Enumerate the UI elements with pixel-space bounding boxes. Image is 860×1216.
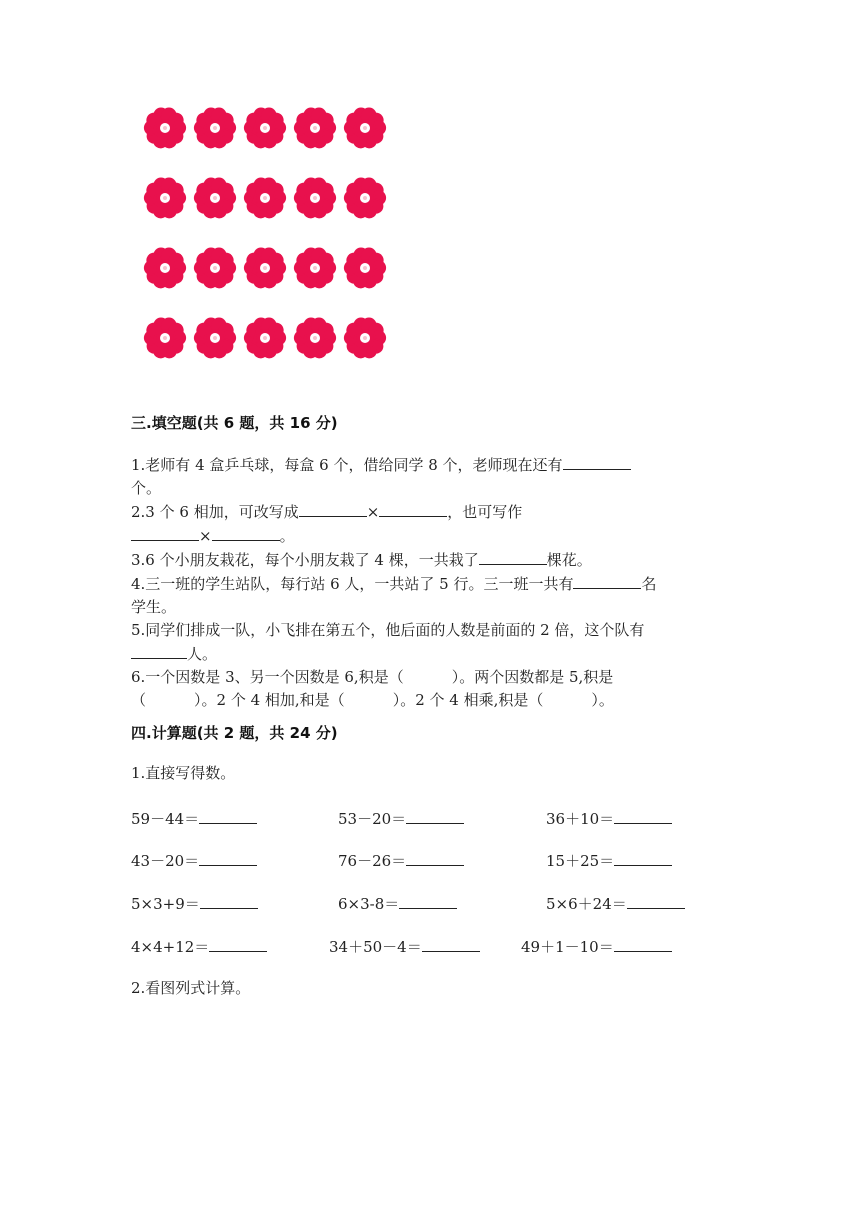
question-6-end: ）。 xyxy=(591,691,614,709)
flower-icon xyxy=(340,104,390,152)
answer-blank[interactable] xyxy=(212,524,280,541)
question-3 xyxy=(131,548,731,572)
calc-expression: 36＋10＝ xyxy=(546,810,615,828)
calc-expression: 76－26＝ xyxy=(338,852,407,870)
question-2-text-cont: ，也可写作 xyxy=(447,503,523,521)
question-4 xyxy=(131,572,731,596)
question-5-end: 人。 xyxy=(187,645,218,663)
answer-blank[interactable] xyxy=(614,935,672,952)
answer-blank[interactable] xyxy=(399,892,457,909)
flower-icon xyxy=(240,174,290,222)
answer-blank[interactable] xyxy=(422,935,480,952)
calc-item xyxy=(338,849,464,871)
calc-expression: 34＋50－4＝ xyxy=(329,938,422,956)
question-2-cont xyxy=(131,524,731,548)
question-2-end: 。 xyxy=(279,527,295,545)
question-1 xyxy=(131,453,731,477)
question-6-cont xyxy=(131,689,731,712)
calc-expression: 43－20＝ xyxy=(131,852,200,870)
question-4-cont xyxy=(131,596,731,619)
flower-icon xyxy=(140,174,190,222)
question-6-text-3: ）。2 个 4 相加,和是（ xyxy=(194,691,345,709)
question-4-end: 学生。 xyxy=(131,598,177,616)
flower-icon xyxy=(190,244,240,292)
flower-icon xyxy=(140,244,190,292)
flower-icon xyxy=(290,174,340,222)
calc-item xyxy=(338,892,457,914)
question-3-text: 3.6 个小朋友栽花，每个小朋友栽了 4 棵，一共栽了 xyxy=(131,551,479,569)
question-6-text-2: ）。两个因数都是 5,积是 xyxy=(451,668,614,686)
answer-blank[interactable] xyxy=(299,500,367,517)
calc-item xyxy=(546,849,672,871)
answer-blank[interactable] xyxy=(209,935,267,952)
answer-blank[interactable] xyxy=(406,849,464,866)
calc-item xyxy=(521,935,672,957)
flower-icon xyxy=(190,314,240,362)
flower-icon xyxy=(240,314,290,362)
flower-icon xyxy=(340,244,390,292)
answer-blank[interactable] xyxy=(199,849,257,866)
question-6-text-4: ）。2 个 4 相乘,积是（ xyxy=(392,691,544,709)
flower-icon xyxy=(190,174,240,222)
calc-expression: 4×4+12＝ xyxy=(131,938,210,956)
flower-icon xyxy=(240,244,290,292)
calc-item xyxy=(338,807,464,829)
flower-icon xyxy=(290,244,340,292)
flower-icon xyxy=(240,104,290,152)
flower-icon xyxy=(290,104,340,152)
calc-item xyxy=(131,935,267,957)
flower-icon xyxy=(140,314,190,362)
calc-expression: 53－20＝ xyxy=(338,810,407,828)
question-2-text: 2.3 个 6 相加，可改写成 xyxy=(131,503,299,521)
answer-blank[interactable] xyxy=(406,807,464,824)
answer-blank[interactable] xyxy=(479,548,547,565)
question-4-text: 4.三一班的学生站队，每行站 6 人，一共站了 5 行。三一班一共有 xyxy=(131,575,574,593)
flower-icon xyxy=(340,314,390,362)
flower-icon xyxy=(190,104,240,152)
answer-blank[interactable] xyxy=(199,807,257,824)
flower-icon xyxy=(140,104,190,152)
calc-expression: 5×3+9＝ xyxy=(131,895,200,913)
answer-blank[interactable] xyxy=(200,892,258,909)
answer-blank[interactable] xyxy=(379,500,447,517)
answer-blank[interactable] xyxy=(563,453,631,470)
question-5-cont xyxy=(131,642,731,666)
section-title-fill-in: 三.填空题(共 6 题，共 16 分) xyxy=(131,414,338,432)
calc-expression: 49＋1－10＝ xyxy=(521,938,614,956)
flower-icon xyxy=(290,314,340,362)
question-5 xyxy=(131,619,731,642)
answer-blank[interactable] xyxy=(614,807,672,824)
question-4-unit: 名 xyxy=(641,575,657,593)
section-title-calculation: 四.计算题(共 2 题，共 24 分) xyxy=(131,724,338,742)
question-6-paren-open: （ xyxy=(131,691,147,709)
times-sign: × xyxy=(199,527,212,545)
calc-expression: 59－44＝ xyxy=(131,810,200,828)
question-6-text: 6.一个因数是 3、另一个因数是 6,积是（ xyxy=(131,668,404,686)
question-1-text: 1.老师有 4 盒乒乓球，每盒 6 个，借给同学 8 个，老师现在还有 xyxy=(131,456,563,474)
answer-blank[interactable] xyxy=(614,849,672,866)
question-1-text-cont: 个。 xyxy=(131,479,162,497)
question-6 xyxy=(131,666,731,689)
answer-blank[interactable] xyxy=(131,642,187,659)
question-5-text: 5.同学们排成一队，小飞排在第五个，他后面的人数是前面的 2 倍，这个队有 xyxy=(131,621,645,639)
fill-in-questions xyxy=(131,453,731,712)
calc-item xyxy=(131,849,257,871)
flower-icon xyxy=(340,174,390,222)
calc-item xyxy=(131,807,257,829)
calc-expression: 5×6＋24＝ xyxy=(546,895,627,913)
calc-item xyxy=(546,892,685,914)
calc-expression: 6×3-8＝ xyxy=(338,895,400,913)
question-1-cont xyxy=(131,477,731,500)
question-2 xyxy=(131,500,731,524)
answer-blank[interactable] xyxy=(131,524,199,541)
question-3-end: 棵花。 xyxy=(546,551,592,569)
calc-question-2-label: 2.看图列式计算。 xyxy=(131,979,251,997)
times-sign: × xyxy=(366,503,380,521)
answer-blank[interactable] xyxy=(573,572,641,589)
calc-expression: 15＋25＝ xyxy=(546,852,615,870)
answer-blank[interactable] xyxy=(627,892,685,909)
flower-picture xyxy=(140,104,390,362)
calc-item xyxy=(546,807,672,829)
calc-item xyxy=(329,935,480,957)
calc-question-1-label: 1.直接写得数。 xyxy=(131,764,236,782)
calc-item xyxy=(131,892,258,914)
